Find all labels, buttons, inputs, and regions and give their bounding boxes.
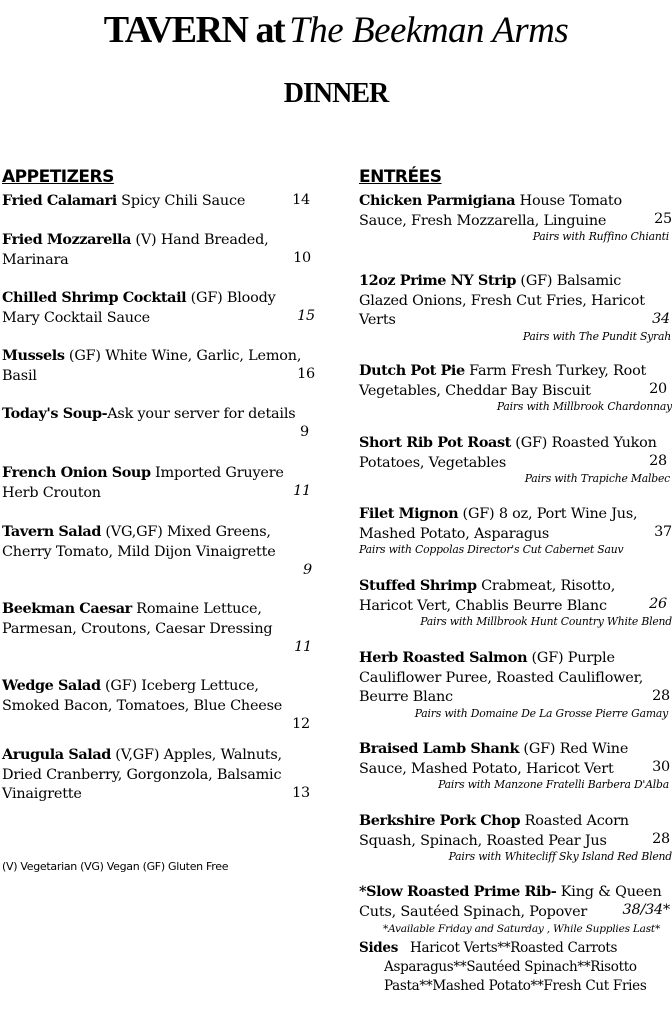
wine-pairing: Pairs with Millbrook Chardonnay (496, 400, 672, 413)
sides-list: Sides Haricot Verts**Roasted Carrots Asparagus**Sautéed Spinach**Risotto Pasta**Mashed Potato**Fresh Cut Fries (359, 940, 647, 994)
menu-item: Tavern Salad (VG,GF) Mixed Greens, Cherry Tomato, Mild Dijon Vinaigrette 9 (2, 522, 320, 599)
appetizers-heading: APPETIZERS (2, 167, 114, 187)
item-price: 26 (649, 596, 667, 612)
menu-item: Fried Calamari Spicy Chili Sauce 14 (2, 192, 310, 209)
item-price: 9 (300, 424, 309, 440)
wine-pairing: Pairs with Trapiche Malbec (524, 472, 670, 485)
item-price: 16 (297, 366, 315, 382)
menu-item: Braised Lamb Shank (GF) Red Wine Sauce, Mashed Potato, Haricot Vert 30 Pairs with Manzone Fratelli Barbera D'Alba (359, 740, 670, 791)
menu-item: Herb Roasted Salmon (GF) Purple Cauliflower Puree, Roasted Cauliflower, Beurre Blanc 28 Pairs with Domaine De La Grosse Pierre Gamay (359, 649, 670, 720)
menu-item: Filet Mignon (GF) 8 oz, Port Wine Jus, Mashed Potato, Asparagus 37 Pairs with Coppolas Director's Cut Cabernet Sauv (359, 505, 672, 556)
menu-item: Chilled Shrimp Cocktail (GF) Bloody Mary Cocktail Sauce 15 (2, 289, 315, 326)
wine-pairing: Pairs with Domaine De La Grosse Pierre Gamay (414, 707, 668, 720)
availability-note: *Available Friday and Saturday , While Supplies Last* (383, 923, 660, 935)
item-price: 25 (654, 211, 672, 227)
item-price: 30 (652, 759, 670, 775)
item-price: 28 (652, 831, 670, 847)
appetizers-column (2, 166, 320, 805)
wine-pairing: Pairs with Coppolas Director's Cut Cabernet Sauv (359, 543, 624, 556)
menu-item: Beekman Caesar Romaine Lettuce, Parmesan, Croutons, Caesar Dressing 11 (2, 599, 320, 676)
item-price: 20 (649, 381, 667, 397)
menu-item: Wedge Salad (GF) Iceberg Lettuce, Smoked Bacon, Tomatoes, Blue Cheese 12 (2, 676, 320, 745)
menu-title (0, 8, 672, 52)
title-script-logo: The Beekman Arms (289, 10, 569, 51)
menu-item: Mussels (GF) White Wine, Garlic, Lemon, Basil 16 (2, 347, 315, 384)
menu-item: Short Rib Pot Roast (GF) Roasted Yukon Potatoes, Vegetables 28 Pairs with Trapiche Malbec (359, 434, 670, 485)
menu-subtitle: DINNER (283, 78, 389, 109)
item-price: 11 (294, 639, 312, 655)
entrees-heading: ENTRÉES (359, 167, 442, 187)
sides-label: Sides (359, 940, 399, 956)
title-main: TAVERN at (103, 9, 285, 51)
menu-item: Stuffed Shrimp Crabmeat, Risotto, Haricot Vert, Chablis Beurre Blanc 26 Pairs with Millbrook Hunt Country White Blend (359, 577, 672, 628)
wine-pairing: Pairs with Whitecliff Sky Island Red Blend (448, 850, 672, 863)
menu-item: Dutch Pot Pie Farm Fresh Turkey, Root Vegetables, Cheddar Bay Biscuit 20 Pairs with Millbrook Chardonnay (359, 362, 672, 413)
wine-pairing: Pairs with Manzone Fratelli Barbera D'Alba (438, 778, 669, 791)
item-price: 28 (652, 688, 670, 704)
item-price: 14 (292, 192, 310, 208)
menu-item: *Slow Roasted Prime Rib- King & Queen Cuts, Sautéed Spinach, Popover 38/34* *Available Friday and Saturday , While Supplies Last* (359, 882, 672, 942)
menu-item: Today's Soup-Ask your server for details 9 (2, 404, 320, 463)
menu-item: French Onion Soup Imported Gruyere Herb Crouton 11 (2, 464, 311, 501)
menu-item: Arugula Salad (V,GF) Apples, Walnuts, Dried Cranberry, Gorgonzola, Balsamic Vinaigrette 13 (2, 746, 310, 802)
menu-item: Chicken Parmigiana House Tomato Sauce, Fresh Mozzarella, Linguine 25 Pairs with Ruffino Chianti (359, 192, 672, 243)
item-price: 9 (303, 562, 312, 578)
item-price: 37 (654, 524, 672, 540)
menu-item: Fried Mozzarella (V) Hand Breaded, Marinara 10 (2, 231, 311, 268)
item-price: 10 (293, 250, 311, 266)
entrees-column (359, 166, 672, 942)
item-price: 38/34* (622, 902, 670, 918)
wine-pairing: Pairs with Ruffino Chianti (532, 230, 669, 243)
item-price: 34 (652, 311, 670, 327)
item-price: 28 (649, 453, 667, 469)
item-price: 11 (293, 483, 311, 499)
item-price: 15 (297, 308, 315, 324)
item-price: 13 (292, 785, 310, 801)
wine-pairing: Pairs with The Pundit Syrah (522, 330, 671, 343)
wine-pairing: Pairs with Millbrook Hunt Country White Blend (420, 615, 672, 628)
menu-item: Berkshire Pork Chop Roasted Acorn Squash, Spinach, Roasted Pear Jus 28 Pairs with Whitecliff Sky Island Red Blend (359, 812, 672, 863)
dietary-legend: (V) Vegetarian (VG) Vegan (GF) Gluten Free (2, 860, 229, 873)
item-price: 12 (292, 716, 310, 732)
menu-item: 12oz Prime NY Strip (GF) Balsamic Glazed Onions, Fresh Cut Fries, Haricot Verts 34 Pairs with The Pundit Syrah (359, 272, 671, 343)
